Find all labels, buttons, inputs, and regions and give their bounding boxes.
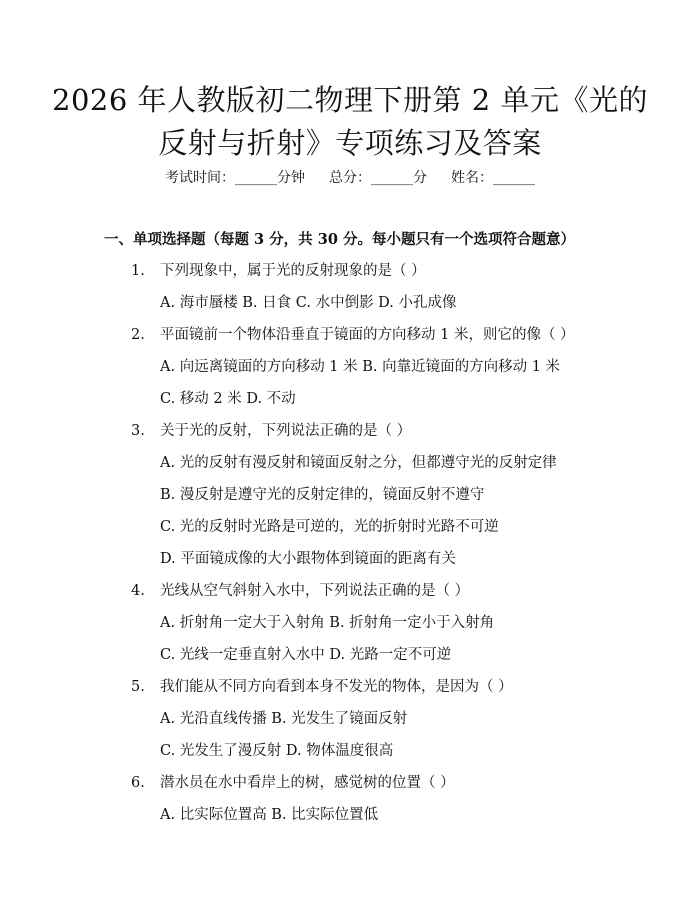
question-number: 1. <box>131 263 145 279</box>
question-text: 潜水员在水中看岸上的树，感觉树的位置（ ） <box>160 775 455 791</box>
question-number: 6. <box>131 775 145 791</box>
title-line-2: 反射与折射》专项练习及答案 <box>158 126 542 160</box>
question-5-options-1: A. 光沿直线传播 B. 光发生了镜面反射 <box>160 711 408 727</box>
question-text: 下列现象中，属于光的反射现象的是（ ） <box>160 263 426 279</box>
name-field: 姓名：______ <box>451 170 535 186</box>
question-3-option-a: A. 光的反射有漫反射和镜面反射之分，但都遵守光的反射定律 <box>160 455 557 471</box>
question-4-options-2: C. 光线一定垂直射入水中 D. 光路一定不可逆 <box>160 647 452 663</box>
question-2-options-2: C. 移动 2 米 D. 不动 <box>160 391 296 407</box>
question-3-option-d: D. 平面镜成像的大小跟物体到镜面的距离有关 <box>160 551 456 567</box>
question-3-option-b: B. 漫反射是遵守光的反射定律的，镜面反射不遵守 <box>160 487 485 503</box>
question-number: 2. <box>131 327 145 343</box>
question-number: 3. <box>131 423 145 439</box>
question-3-option-c: C. 光的反射时光路是可逆的，光的折射时光路不可逆 <box>160 519 499 535</box>
question-number: 4. <box>131 583 145 599</box>
question-number: 5. <box>131 679 145 695</box>
question-text: 平面镜前一个物体沿垂直于镜面的方向移动 1 米，则它的像（ ） <box>160 327 575 343</box>
question-2-options-1: A. 向远离镜面的方向移动 1 米 B. 向靠近镜面的方向移动 1 米 <box>160 359 561 375</box>
question-6-options: A. 比实际位置高 B. 比实际位置低 <box>160 807 379 823</box>
question-text: 我们能从不同方向看到本身不发光的物体，是因为（ ） <box>160 679 513 695</box>
exam-info <box>0 167 700 189</box>
question-text: 光线从空气斜射入水中，下列说法正确的是（ ） <box>160 583 470 599</box>
question-text: 关于光的反射，下列说法正确的是（ ） <box>160 423 412 439</box>
exam-time-field: 考试时间：______分钟 <box>165 170 305 186</box>
total-score-field: 总分：______分 <box>329 170 427 186</box>
question-5-options-2: C. 光发生了漫反射 D. 物体温度很高 <box>160 743 394 759</box>
title-line-1: 2026 年人教版初二物理下册第 2 单元《光的 <box>52 83 648 117</box>
section-heading-1: 一、单项选择题（每题 3 分，共 30 分。每小题只有一个选项符合题意） <box>104 231 575 248</box>
question-1-options: A. 海市蜃楼 B. 日食 C. 水中倒影 D. 小孔成像 <box>160 295 457 311</box>
question-4-options-1: A. 折射角一定大于入射角 B. 折射角一定小于入射角 <box>160 615 495 631</box>
